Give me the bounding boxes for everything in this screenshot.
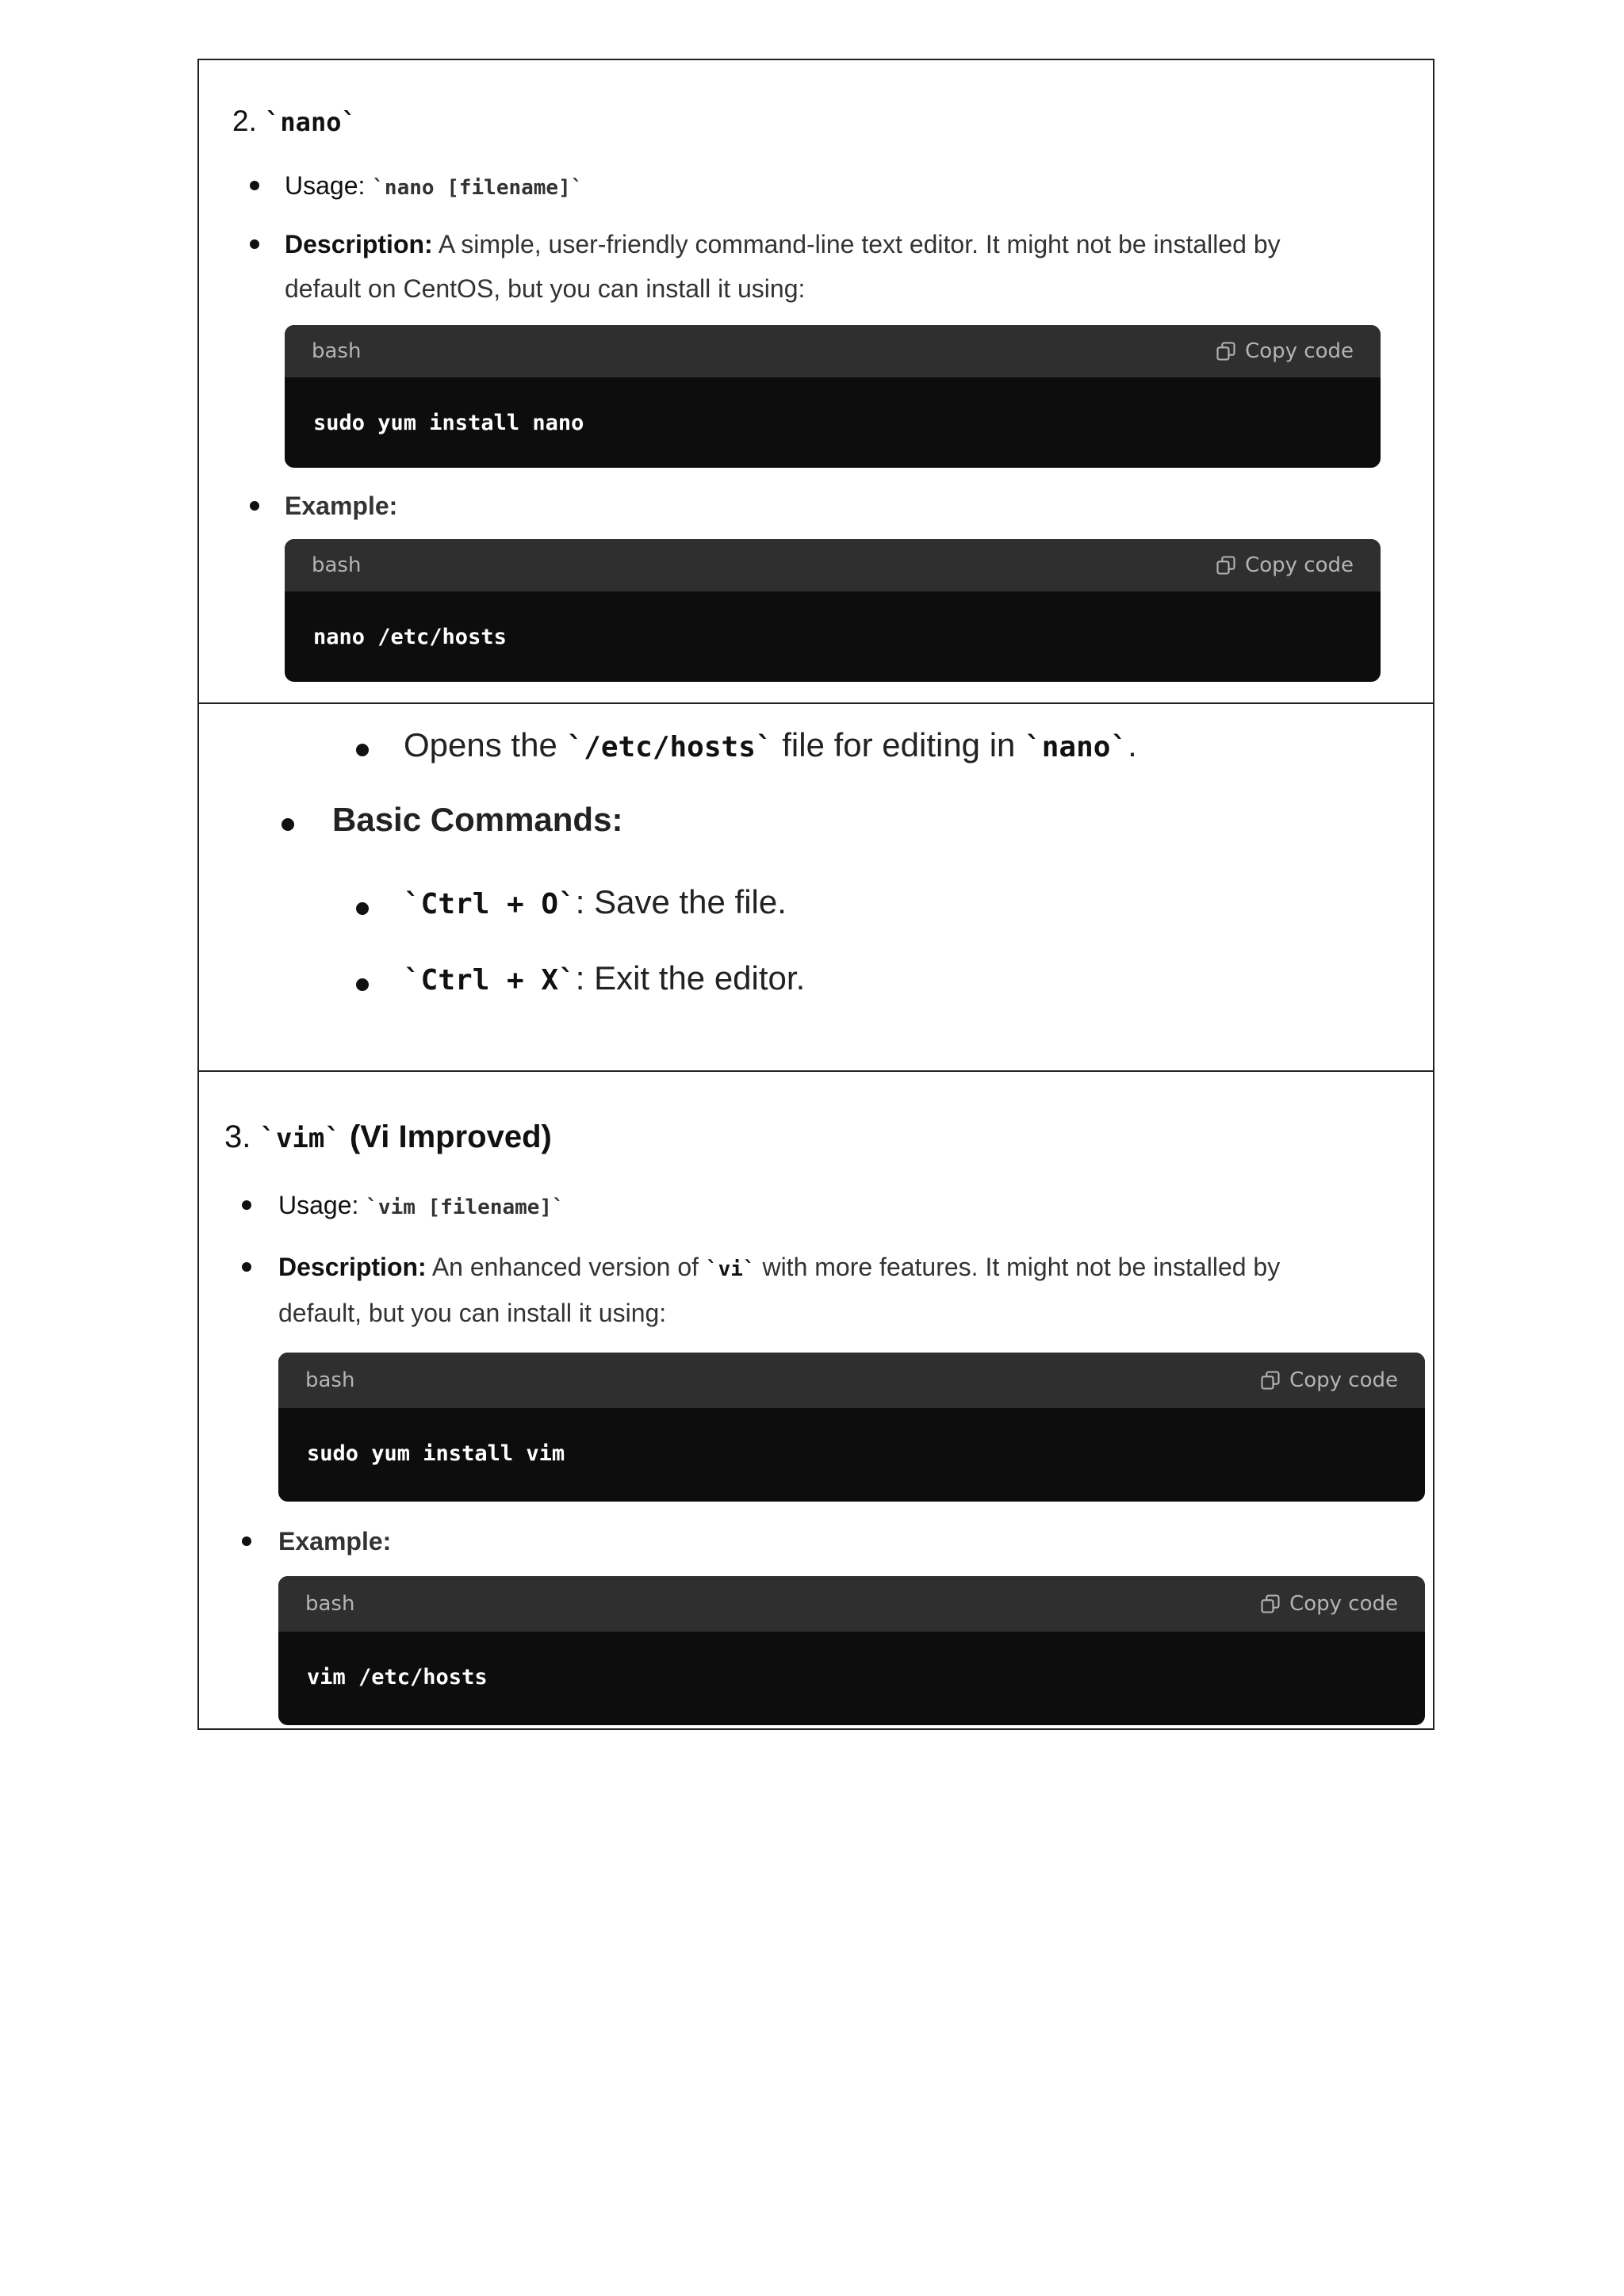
copy-code-label: Copy code — [1289, 1368, 1398, 1392]
description-label: Description: — [278, 1253, 427, 1281]
description-label: Description: — [285, 230, 433, 258]
command-save — [404, 883, 787, 921]
usage-label: Usage: — [278, 1191, 359, 1219]
copy-code-button[interactable] — [1215, 339, 1354, 363]
nano-example-label: Example: — [285, 492, 398, 520]
heading-code: `nano` — [265, 107, 357, 137]
heading-text: (Vi Improved) — [349, 1119, 552, 1154]
code-block-header — [285, 539, 1381, 591]
command-text: : Exit the editor. — [575, 959, 806, 997]
vim-description-line2: default, but you can install it using: — [278, 1299, 667, 1327]
vim-heading — [224, 1119, 552, 1155]
bullet-icon — [242, 1262, 251, 1272]
code-language-label: bash — [305, 1368, 355, 1392]
basic-commands-label: Basic Commands: — [332, 801, 623, 838]
vim-example-label: Example: — [278, 1527, 392, 1556]
vim-usage — [278, 1183, 565, 1230]
usage-code: `vim [filename]` — [366, 1196, 565, 1219]
heading-number: 2. — [232, 105, 257, 137]
copy-code-button[interactable] — [1259, 1368, 1398, 1392]
nano-notes-panel — [197, 702, 1434, 1072]
code-language-label: bash — [305, 1592, 355, 1616]
code-block-header — [278, 1576, 1425, 1632]
description-code: `vi` — [705, 1257, 756, 1281]
note-text: Opens the — [404, 726, 567, 763]
copy-code-button[interactable] — [1259, 1592, 1398, 1616]
vim-section-panel — [197, 1070, 1434, 1730]
copy-code-label: Copy code — [1245, 339, 1354, 363]
code-content: sudo yum install nano — [313, 411, 584, 435]
copy-icon — [1215, 554, 1237, 576]
nano-heading — [232, 105, 357, 138]
command-exit — [404, 959, 805, 997]
bullet-icon — [242, 1536, 251, 1546]
note-code: `/etc/hosts` — [566, 731, 773, 763]
command-code: `Ctrl + O` — [404, 888, 576, 920]
bullet-icon — [250, 239, 259, 249]
copy-code-label: Copy code — [1289, 1592, 1398, 1616]
opens-file-note — [404, 726, 1137, 764]
bullet-icon — [250, 181, 259, 190]
command-text: : Save the file. — [575, 883, 787, 920]
code-block-header — [285, 325, 1381, 377]
vim-example-code-block — [278, 1576, 1425, 1725]
description-text: An enhanced version of — [431, 1253, 706, 1281]
code-language-label: bash — [312, 553, 362, 577]
nano-usage — [285, 163, 583, 210]
code-content: nano /etc/hosts — [313, 625, 507, 649]
copy-icon — [1259, 1369, 1281, 1391]
copy-code-label: Copy code — [1245, 553, 1354, 577]
heading-code: `vim` — [259, 1123, 341, 1154]
nano-example-code-block — [285, 539, 1381, 682]
description-text: with more features. It might not be installed by — [755, 1253, 1281, 1281]
copy-icon — [1215, 340, 1237, 362]
usage-label: Usage: — [285, 171, 366, 200]
bullet-icon — [356, 902, 369, 915]
nano-section-panel — [197, 59, 1434, 704]
note-text: . — [1128, 726, 1137, 763]
note-text: file for editing in — [772, 726, 1025, 763]
nano-description-line1 — [285, 222, 1281, 266]
vim-install-code-block — [278, 1353, 1425, 1502]
bullet-icon — [250, 501, 259, 511]
usage-code: `nano [filename]` — [372, 176, 584, 200]
bullet-icon — [242, 1200, 251, 1210]
bullet-icon — [356, 744, 369, 756]
code-content: vim /etc/hosts — [307, 1665, 488, 1689]
copy-code-button[interactable] — [1215, 553, 1354, 577]
vim-description-line1 — [278, 1245, 1280, 1292]
code-block-header — [278, 1353, 1425, 1408]
nano-install-code-block — [285, 325, 1381, 468]
bullet-icon — [282, 818, 294, 831]
nano-description-line2: default on CentOS, but you can install it using: — [285, 274, 806, 303]
bullet-icon — [356, 978, 369, 991]
code-content: sudo yum install vim — [307, 1441, 565, 1466]
code-language-label: bash — [312, 339, 362, 363]
heading-number: 3. — [224, 1119, 251, 1154]
description-text: A simple, user-friendly command-line text editor. It might not be installed by — [438, 230, 1281, 258]
command-code: `Ctrl + X` — [404, 964, 576, 997]
note-code: `nano` — [1025, 731, 1128, 763]
copy-icon — [1259, 1593, 1281, 1615]
